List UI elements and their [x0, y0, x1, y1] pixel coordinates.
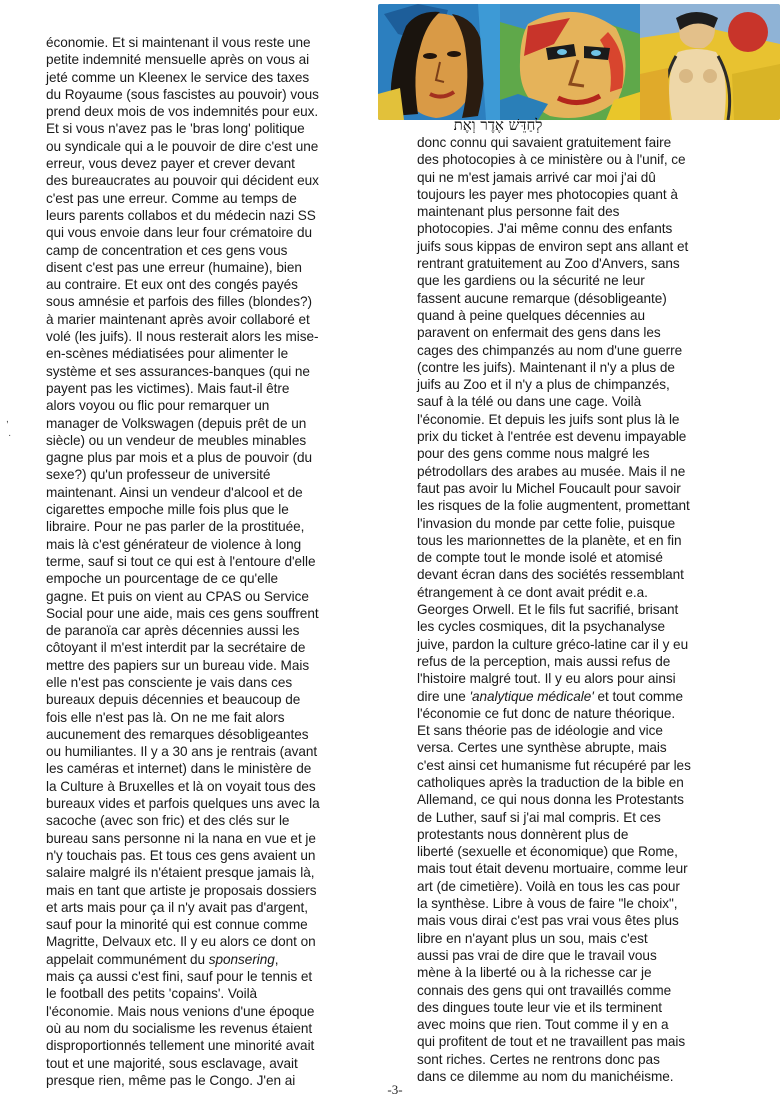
text-run: ou humiliantes. Il y a 30 ans je rentrais (avant: [46, 744, 318, 760]
text-line: [417, 912, 767, 929]
text-run: étrangement à ce dont avait prédit e.a.: [417, 584, 648, 600]
text-run: sexe?) qu'un professeur de université: [46, 467, 271, 483]
text-line: [46, 916, 398, 933]
text-line: [46, 553, 398, 570]
text-line: [417, 324, 767, 341]
text-run: versa. Certes une synthèse abrupte, mais: [417, 740, 667, 756]
text-run: les risques de la folie augmentent, promettant: [417, 498, 690, 514]
text-run: mais tout était devenu mortuaire, comme leur: [417, 861, 688, 877]
text-line: [46, 588, 398, 605]
text-line: [46, 536, 398, 553]
text-run: Social pour une aide, mais ces gens souffrent: [46, 605, 319, 621]
text-line: [46, 242, 398, 259]
text-line: [46, 345, 398, 362]
text-run: pétrodollars des arabes au musée. Mais il ne: [417, 463, 686, 479]
text-line: [417, 774, 767, 791]
text-line: [46, 709, 398, 726]
text-run: Allemand, ce qui nous donna les Protestants: [417, 792, 684, 808]
text-run: elle n'est pas consciente je vais dans ces: [46, 674, 293, 690]
text-line: [417, 445, 767, 462]
text-line: [46, 311, 398, 328]
text-line: [46, 933, 398, 950]
text-line: [46, 259, 398, 276]
text-line: [417, 169, 767, 186]
text-line: [46, 207, 398, 224]
text-run: sont riches. Certes ne rentrons donc pas: [417, 1051, 660, 1067]
text-line: [417, 1068, 767, 1085]
text-run: c'est pas une erreur. Comme au temps de: [46, 190, 297, 206]
text-run: mais là c'est générateur de violence à long: [46, 536, 302, 552]
text-run: Georges Orwell. Et le fils fut sacrifié, brisant: [417, 602, 679, 618]
text-run: mène à la liberté ou à la richesse car je: [417, 965, 652, 981]
text-line: [46, 69, 398, 86]
text-run: manager de Volkswagen (depuis prêt de un: [46, 415, 307, 431]
text-run: sauf pour la minorité qui est connue comme: [46, 917, 308, 933]
text-line: [417, 791, 767, 808]
text-run: devant écran dans des sociétés ressemblant: [417, 567, 684, 583]
text-line: [46, 691, 398, 708]
text-line: [417, 878, 767, 895]
text-run: faut pas avoir lu Michel Foucault pour savoir: [417, 480, 681, 496]
text-line: [417, 688, 767, 705]
text-line: [417, 134, 767, 151]
text-line: [417, 860, 767, 877]
text-line: [46, 743, 398, 760]
text-line: [417, 359, 767, 376]
text-line: [417, 151, 767, 168]
text-run: cigarettes empoche mille fois plus que le: [46, 502, 289, 518]
text-line: [46, 570, 398, 587]
text-run: liberté (sexuelle et économique) que Rome,: [417, 844, 678, 860]
text-run: n'y touchais pas. Et tous ces gens avaient un: [46, 847, 316, 863]
italic-term: 'analytique médicale': [469, 688, 594, 704]
text-line: [46, 1072, 398, 1089]
text-run: juifs sous kippas de environ sept ans allant et: [417, 238, 689, 254]
text-run: les caméras et internet) dans le ministère de: [46, 761, 312, 777]
text-run: et arts mais pour ça il n'y avait pas d'argent,: [46, 899, 309, 915]
text-run: sauf à la télé ou dans une cage. Voilà: [417, 394, 642, 410]
text-run: libraire. Pour ne pas parler de la prostituée,: [46, 519, 305, 535]
text-line: [417, 636, 767, 653]
text-line: [417, 480, 767, 497]
text-run: disproportionnés tellement une minorité avait: [46, 1038, 315, 1054]
text-line: [46, 466, 398, 483]
text-run: jeté comme un Kleenex le service des taxes: [46, 69, 310, 85]
text-run: et tout comme: [593, 688, 683, 704]
right-text-column: [417, 134, 767, 1085]
italic-term: sponsering: [208, 951, 275, 967]
text-run: à marier maintenant après avoir collaboré et: [46, 311, 310, 327]
text-line: [417, 411, 767, 428]
text-run: catholiques après la traduction de la bible en: [417, 774, 684, 790]
text-run: ,: [274, 951, 279, 967]
text-run: rentrant gratuitement au Zoo d'Anvers, sans: [417, 256, 680, 272]
text-run: payent pas les victimes). Mais faut-il être: [46, 380, 290, 396]
text-run: presque rien, même pas le Congo. J'en ai: [46, 1072, 296, 1088]
text-run: le football des petits 'copains'. Voilà: [46, 986, 258, 1002]
text-run: quand à peine quelques décennies au: [417, 307, 646, 323]
text-run: Et sans théorie pas de idéologie and vice: [417, 723, 663, 739]
text-run: de Luther, sauf si j'ai mal compris. Et ces: [417, 809, 661, 825]
left-text-column: [46, 34, 398, 1089]
text-run: bureaux depuis décennies et beaucoup de: [46, 692, 301, 708]
text-line: [417, 393, 767, 410]
text-run: prend deux mois de vos indemnités pour eux.: [46, 104, 319, 120]
text-line: [46, 449, 398, 466]
text-line: [417, 203, 767, 220]
text-line: [417, 290, 767, 307]
text-run: des dingues toute leur vie et ils terminent: [417, 999, 662, 1015]
text-run: siècle) ou un vendeur de meubles minables: [46, 432, 307, 448]
text-run: la Culture à Bruxelles et là on voyait tous des: [46, 778, 316, 794]
text-run: aussi pas vrai de dire que le travail vous: [417, 947, 657, 963]
text-run: mais ça aussi c'est fini, sauf pour le tennis et: [46, 969, 313, 985]
text-line: [46, 1037, 398, 1054]
text-line: [46, 778, 398, 795]
text-line: [417, 670, 767, 687]
text-run: juive, pardon la culture gréco-latine car il y eu: [417, 636, 689, 652]
text-line: [46, 276, 398, 293]
text-run: leurs parents collabos et du médecin nazi SS: [46, 207, 316, 223]
text-run: sous amnésie et parfois des filles (blondes?): [46, 294, 312, 310]
text-line: [417, 428, 767, 445]
text-run: aucunement des remarques désobligeantes: [46, 726, 309, 742]
text-run: sacoche (avec son fric) et des clés sur le: [46, 813, 290, 829]
text-line: [46, 639, 398, 656]
text-run: fois elle n'est pas là. On ne me fait alors: [46, 709, 285, 725]
text-line: [417, 238, 767, 255]
text-line: [417, 809, 767, 826]
text-run: maintenant. Ainsi un vendeur d'alcool et de: [46, 484, 303, 500]
text-run: l'économie ce fut donc de nature théorique.: [417, 705, 676, 721]
text-run: Et si vous n'avez pas le 'bras long' politique: [46, 121, 305, 137]
text-run: des photocopies à ce ministère ou à l'unif, ce: [417, 152, 686, 168]
text-line: [417, 463, 767, 480]
text-line: [46, 795, 398, 812]
text-line: [417, 705, 767, 722]
text-line: [46, 190, 398, 207]
text-line: [46, 397, 398, 414]
text-line: [417, 722, 767, 739]
text-run: prix du ticket à l'entrée est devenu impayable: [417, 429, 687, 445]
text-line: [46, 1003, 398, 1020]
text-line: [46, 103, 398, 120]
text-line: [46, 882, 398, 899]
text-line: [417, 964, 767, 981]
text-line: [46, 518, 398, 535]
text-line: [46, 328, 398, 345]
text-line: [417, 515, 767, 532]
text-line: [46, 51, 398, 68]
text-line: [417, 584, 767, 601]
text-line: [417, 999, 767, 1016]
text-run: que les gardiens ou la sécurité ne leur: [417, 273, 645, 289]
text-run: empoche un pourcentage de ce qu'elle: [46, 571, 279, 587]
text-run: l'économie. Et depuis les juifs sont plus là le: [417, 411, 680, 427]
text-line: [417, 757, 767, 774]
text-run: économie. Et si maintenant il vous reste une: [46, 35, 311, 50]
text-line: [417, 930, 767, 947]
text-run: Magritte, Delvaux etc. Il y eu alors ce dont on: [46, 934, 316, 950]
text-line: [417, 186, 767, 203]
text-run: donc connu qui savaient gratuitement faire: [417, 135, 672, 150]
text-run: tout et une majorité, sous esclavage, avait: [46, 1055, 298, 1071]
text-run: dans ce dilemme au nom du manichéisme.: [417, 1069, 674, 1085]
text-run: toujours les payer mes photocopies quant à: [417, 186, 678, 202]
text-run: dire une: [417, 688, 470, 704]
text-run: qui ne m'est jamais arrivé car moi j'ai dû: [417, 169, 656, 185]
text-line: [46, 605, 398, 622]
text-line: [46, 484, 398, 501]
text-line: [417, 376, 767, 393]
text-run: tous les marionnettes de la planète, et en fin: [417, 532, 682, 548]
text-line: [46, 674, 398, 691]
text-line: [417, 255, 767, 272]
text-run: (contre les juifs). Maintenant il n'y a plus de: [417, 359, 675, 375]
hebrew-caption: לְחַדֵּשׁ אֶדֶר וְאֶת: [453, 116, 543, 134]
text-run: mettre des papiers sur un bureau vide. Mais: [46, 657, 310, 673]
portrait-figure-panel: [640, 4, 780, 120]
text-line: [417, 1051, 767, 1068]
text-line: [417, 532, 767, 549]
text-run: camp de concentration et ces gens vous: [46, 242, 288, 258]
text-run: appelait communément du: [46, 951, 209, 967]
text-run: les cycles cosmiques, dit la psychanalyse: [417, 619, 666, 635]
text-line: [46, 86, 398, 103]
page-number: -3-: [387, 1082, 403, 1097]
text-run: l'histoire malgré tout. Il y eu alors pour ainsi: [417, 671, 676, 687]
text-run: gagne plus par mois et a plus de pouvoir (du: [46, 450, 313, 466]
text-run: disent c'est pas une erreur (humaine), bien: [46, 259, 302, 275]
text-run: c'est ainsi cet humanisme fut récupéré par les: [417, 757, 691, 773]
text-run: des bureaucrates au pouvoir qui décident eux: [46, 173, 319, 189]
text-line: [417, 739, 767, 756]
text-line: [46, 120, 398, 137]
text-line: [417, 895, 767, 912]
text-line: [417, 653, 767, 670]
text-run: volé (les juifs). Il nous resterait alors les mise-: [46, 329, 319, 345]
text-run: l'invasion du monde par cette folie, puisque: [417, 515, 676, 531]
text-run: l'économie. Mais nous venions d'une époque: [46, 1003, 315, 1019]
text-run: avec moins que rien. Tout comme il y en a: [417, 1017, 669, 1033]
text-line: [46, 1020, 398, 1037]
text-line: [417, 947, 767, 964]
text-line: [417, 272, 767, 289]
text-run: de paranoïa car après décennies aussi les: [46, 623, 300, 639]
text-run: cages des chimpanzés au nom d'une guerre: [417, 342, 683, 358]
text-line: [417, 220, 767, 237]
text-run: système et ses assurances-banques (qui ne: [46, 363, 310, 379]
text-run: en-scènes médiatisées pour alimenter le: [46, 346, 289, 362]
text-run: connais des gens qui ont travaillés comme: [417, 982, 672, 998]
text-line: [46, 726, 398, 743]
text-line: [46, 812, 398, 829]
text-line: [46, 172, 398, 189]
text-line: [46, 224, 398, 241]
text-line: [46, 951, 398, 968]
text-run: juifs au Zoo et il n'y a plus de chimpanzés,: [417, 377, 670, 393]
text-line: [46, 415, 398, 432]
text-run: fassent aucune remarque (désobligeante): [417, 290, 667, 306]
text-run: alors voyou ou flic pour remarquer un: [46, 398, 270, 414]
text-run: au contraire. Et eux ont des congés payés: [46, 277, 298, 293]
text-run: où au nom du socialisme les revenus étaient: [46, 1020, 313, 1036]
text-run: ou syndicale qui a le pouvoir de dire c'est une: [46, 138, 319, 154]
painting-artwork: [378, 4, 780, 120]
text-run: de compte tout le monde isolé et atomisé: [417, 550, 663, 566]
text-run: la synthèse. Libre à vous de faire "le choix",: [417, 896, 678, 912]
text-line: [417, 1033, 767, 1050]
text-line: [46, 830, 398, 847]
portrait-face-panel: [500, 4, 640, 120]
text-run: refus de la perception, mais aussi refus de: [417, 653, 671, 669]
text-line: [46, 1055, 398, 1072]
text-run: petite indemnité mensuelle après on vous ai: [46, 52, 310, 68]
text-line: [417, 566, 767, 583]
text-run: maintenant plus personne fait des: [417, 204, 620, 220]
text-run: pour des gens comme nous malgré les: [417, 446, 650, 462]
text-line: [46, 34, 398, 51]
margin-mark: ,: [6, 414, 9, 425]
text-line: [417, 549, 767, 566]
text-line: [46, 864, 398, 881]
text-line: [46, 760, 398, 777]
text-run: qui vous envoie dans leur four crématoire du: [46, 225, 313, 241]
text-line: [417, 843, 767, 860]
text-line: [46, 155, 398, 172]
text-line: [417, 982, 767, 999]
text-run: paravent on enfermait des gens dans les: [417, 325, 661, 341]
text-run: salaire malgré ils n'étaient presque jamais là,: [46, 865, 315, 881]
text-line: [46, 899, 398, 916]
text-line: [417, 1016, 767, 1033]
text-line: [417, 342, 767, 359]
text-line: [46, 622, 398, 639]
text-run: art (de cimetière). Voilà en tous les cas pour: [417, 878, 680, 894]
text-run: libre en n'ayant plus un sou, mais c'est: [417, 930, 648, 946]
text-line: [46, 501, 398, 518]
text-run: terme, sauf si tout ce qui est à l'entoure d'elle: [46, 553, 316, 569]
text-run: qui profitent de tout et ne travaillent pas mais: [417, 1034, 686, 1050]
text-run: bureaux vides et parfois quelques uns avec la: [46, 796, 320, 812]
text-line: [417, 826, 767, 843]
text-run: gagne. Et puis on vient au CPAS ou Service: [46, 588, 309, 604]
text-run: protestants nous donnèrent plus de: [417, 826, 629, 842]
text-line: [46, 847, 398, 864]
margin-mark: ·: [8, 430, 12, 441]
text-line: [417, 497, 767, 514]
text-line: [46, 985, 398, 1002]
text-line: [46, 657, 398, 674]
text-line: [417, 307, 767, 324]
text-run: du Royaume (sous fascistes au pouvoir) vous: [46, 86, 319, 102]
text-run: photocopies. J'ai même connu des enfants: [417, 221, 673, 237]
text-line: [417, 601, 767, 618]
text-run: mais en tant que artiste je proposais dossiers: [46, 882, 317, 898]
text-line: [46, 432, 398, 449]
text-line: [417, 618, 767, 635]
text-line: [46, 293, 398, 310]
text-line: [46, 138, 398, 155]
text-line: [46, 380, 398, 397]
text-line: [46, 968, 398, 985]
text-line: [46, 363, 398, 380]
text-run: bureau sans personne ni la nana en vue et je: [46, 830, 316, 846]
text-run: côtoyant il m'est interdit par la secrétaire de: [46, 640, 306, 656]
text-run: erreur, vous devez payer et crever devant: [46, 156, 295, 172]
text-run: mais vous dirai c'est pas vrai vous êtes plus: [417, 913, 679, 929]
